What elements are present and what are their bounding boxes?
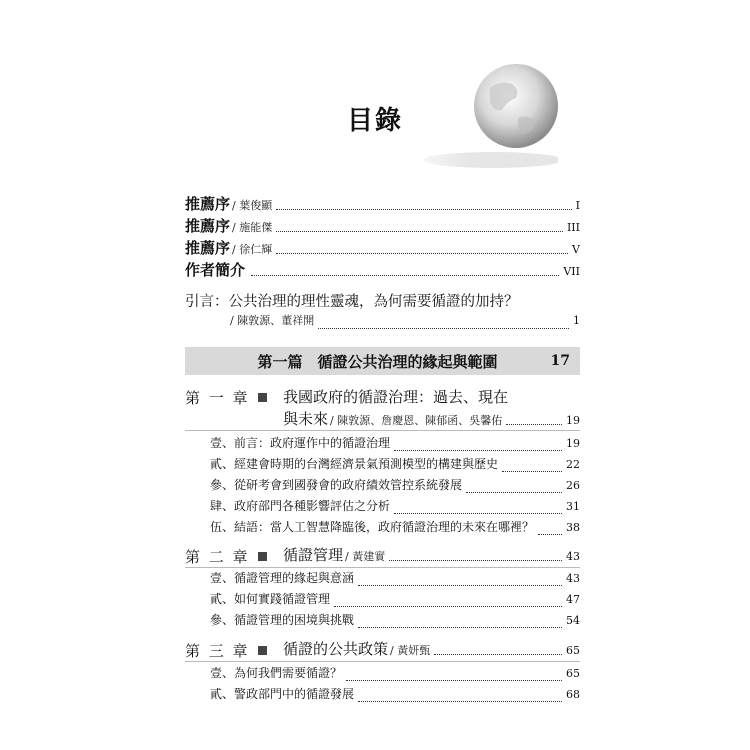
square-bullet-icon <box>258 393 267 402</box>
chapter-title: 循證的公共政策 <box>283 640 389 658</box>
chapter-author: / 陳敦源、詹慶恩、陳郁函、吳馨佑 <box>330 414 503 427</box>
section-row[interactable] <box>210 455 580 477</box>
chapter-page: 65 <box>566 644 580 657</box>
dot-leader <box>389 560 562 561</box>
chapter-label: 第 三 章 <box>185 642 250 660</box>
section-row[interactable] <box>210 434 580 456</box>
section-page: 38 <box>566 521 580 534</box>
entry-label: 推薦序 <box>185 217 231 235</box>
dot-leader <box>334 606 562 607</box>
section-title: 肆、政府部門各種影響評估之分析 <box>210 499 391 513</box>
entry-page: V <box>572 243 580 256</box>
section-row[interactable] <box>210 664 580 686</box>
entry-page: I <box>575 199 580 212</box>
section-page: 68 <box>566 688 580 701</box>
section-row[interactable] <box>210 611 580 633</box>
entry-label: 推薦序 <box>185 195 231 213</box>
part-title: 第一篇 循證公共治理的緣起與範圍 <box>257 352 498 371</box>
intro-page: 1 <box>573 314 580 327</box>
entry-author: / 施能傑 <box>232 221 273 234</box>
section-row[interactable] <box>210 476 580 498</box>
divider <box>185 661 580 662</box>
part-banner[interactable] <box>185 347 580 375</box>
dot-leader <box>276 253 568 254</box>
square-bullet-icon <box>258 552 267 561</box>
dot-leader <box>318 328 569 329</box>
dot-leader <box>251 275 559 276</box>
toc-title: 目錄 <box>346 106 403 136</box>
chapter-title-cont: 與未來 <box>283 410 329 428</box>
entry-author: / 葉俊顯 <box>232 199 273 212</box>
part-page: 17 <box>550 353 570 369</box>
section-title: 伍、結語：當人工智慧降臨後，政府循證治理的未來在哪裡？ <box>210 520 535 534</box>
divider <box>185 567 580 568</box>
section-title: 貳、警政部門中的循證發展 <box>210 687 355 701</box>
section-page: 22 <box>566 458 580 471</box>
divider <box>185 430 580 431</box>
chapter-author: / 黃妍甄 <box>390 644 431 657</box>
chapter-label: 第 一 章 <box>185 389 250 407</box>
entry-page: VII <box>563 265 580 278</box>
section-page: 54 <box>566 614 580 627</box>
entry-label: 作者簡介 <box>185 261 246 279</box>
chapter-label: 第 二 章 <box>185 548 250 566</box>
intro-author-row <box>228 312 580 334</box>
section-title: 參、從研考會到國發會的政府績效管控系統發展 <box>210 478 463 492</box>
chapter-title-row[interactable] <box>283 386 580 408</box>
section-row[interactable] <box>210 569 580 591</box>
chapter-title-row[interactable] <box>283 544 580 566</box>
intro-title: 引言：公共治理的理性靈魂，為何需要循證的加持？ <box>185 294 519 310</box>
section-page: 19 <box>566 437 580 450</box>
chapter-title-row[interactable] <box>283 408 580 430</box>
dot-leader <box>434 654 562 655</box>
front-matter-row[interactable] <box>185 259 580 281</box>
dot-leader <box>276 231 563 232</box>
section-row[interactable] <box>210 497 580 519</box>
dot-leader <box>276 209 571 210</box>
dot-leader <box>358 701 562 702</box>
dot-leader <box>538 534 562 535</box>
section-row[interactable] <box>210 518 580 540</box>
front-matter-row[interactable] <box>185 215 580 237</box>
front-matter-row[interactable] <box>185 193 580 215</box>
chapter-page: 43 <box>566 550 580 563</box>
dot-leader <box>394 513 562 514</box>
section-page: 31 <box>566 500 580 513</box>
dot-leader <box>506 424 562 425</box>
dot-leader <box>358 627 562 628</box>
section-row[interactable] <box>210 685 580 707</box>
entry-author: / 徐仁輝 <box>232 243 273 256</box>
section-page: 65 <box>566 667 580 680</box>
square-bullet-icon <box>258 646 267 655</box>
section-row[interactable] <box>210 590 580 612</box>
section-title: 貳、經建會時期的台灣經濟景氣預測模型的構建與歷史 <box>210 457 499 471</box>
dot-leader <box>502 471 562 472</box>
section-page: 26 <box>566 479 580 492</box>
section-title: 壹、前言：政府運作中的循證治理 <box>210 436 391 450</box>
dot-leader <box>358 585 562 586</box>
front-matter-row[interactable] <box>185 237 580 259</box>
section-page: 47 <box>566 593 580 606</box>
entry-label: 推薦序 <box>185 239 231 257</box>
dot-leader <box>394 450 562 451</box>
section-title: 壹、循證管理的緣起與意涵 <box>210 571 355 585</box>
dot-leader <box>466 492 562 493</box>
section-title: 壹、為何我們需要循證？ <box>210 666 343 680</box>
chapter-title-row[interactable] <box>283 638 580 660</box>
intro-row[interactable] <box>185 290 580 312</box>
section-title: 參、循證管理的困境與挑戰 <box>210 613 355 627</box>
chapter-page: 19 <box>566 414 580 427</box>
entry-page: III <box>566 221 580 234</box>
chapter-title: 循證管理 <box>283 546 344 564</box>
chapter-author: / 黃建實 <box>345 550 386 563</box>
chapter-title: 我國政府的循證治理：過去、現在 <box>283 388 509 406</box>
intro-author: / 陳敦源、董祥開 <box>230 314 315 327</box>
section-page: 43 <box>566 572 580 585</box>
section-title: 貳、如何實踐循證管理 <box>210 592 331 606</box>
dot-leader <box>346 680 562 681</box>
